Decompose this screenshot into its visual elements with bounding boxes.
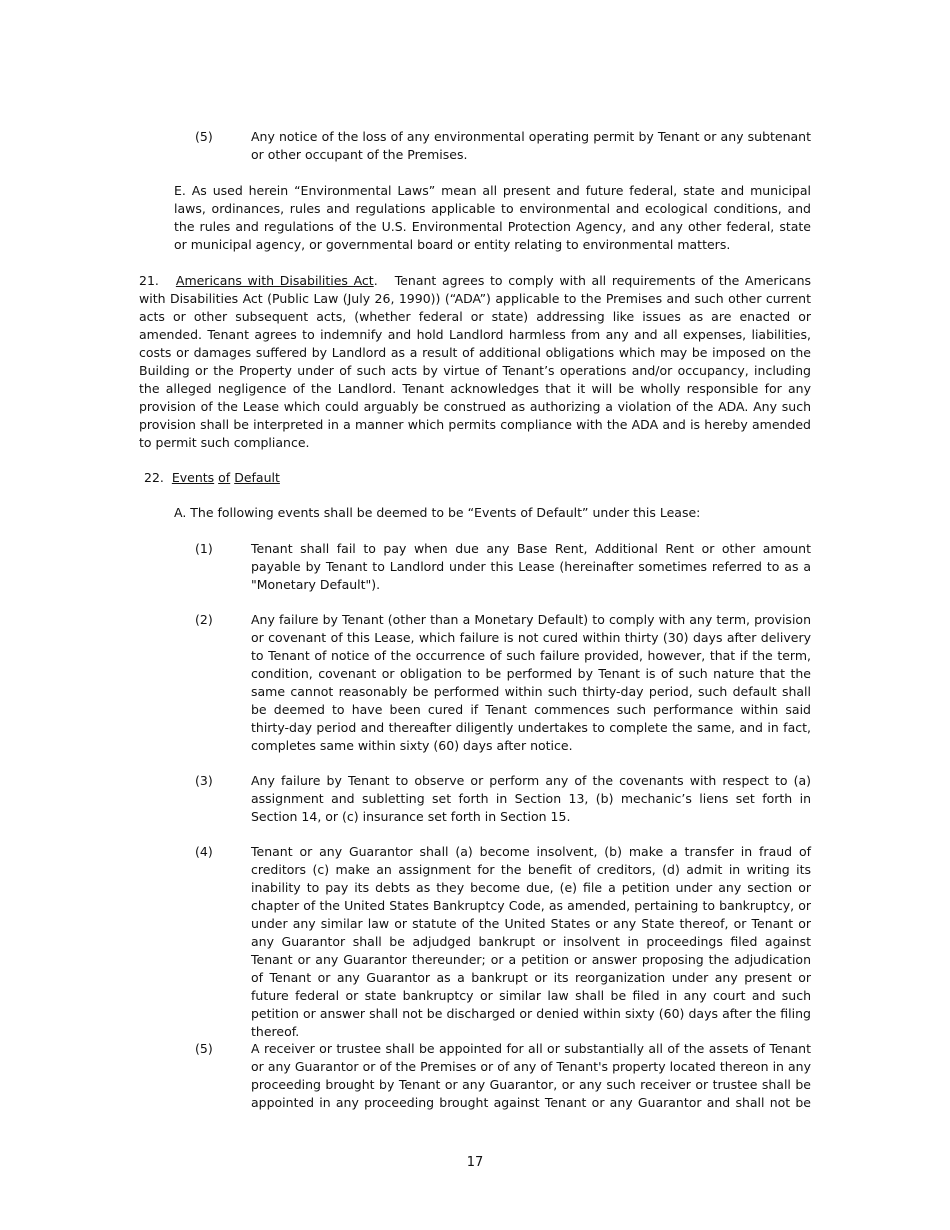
section-22-heading [144, 469, 280, 487]
list-item-number: (5) [195, 1041, 213, 1056]
page-number: 17 [466, 1155, 484, 1170]
list-item-number: (2) [195, 612, 213, 627]
section-number: 21. [139, 273, 159, 288]
heading-word: of [218, 470, 231, 485]
list-item-number: (5) [195, 129, 213, 144]
section-number: 22. [144, 470, 164, 485]
paragraph-a: A. The following events shall be deemed to be “Events of Default” under this Lease: [174, 505, 701, 520]
paragraph-e: E. As used herein “Environmental Laws” mean all present and future federal, state and municipal laws, ordinances, rules and regulations applicable to environmental and ecological conditions, and the rules and regulations of the U.S. Environmental Protection Agency, and any other federal, state or municipal agency, or governmental board or entity relating to environmental matters. [174, 183, 811, 252]
heading-word: Default [234, 470, 280, 485]
heading-word: Events [171, 470, 215, 485]
list-item-text: Tenant or any Guarantor shall (a) become insolvent, (b) make a transfer in fraud of creditors (c) make an assignment for the benefit of creditors, (d) admit in writing its inability to pay its debts as they become due, (e) file a petition under any section or chapter of the United States Bankruptcy Code, as amended, pertaining to bankruptcy, or under any similar law or statute of the United States or any State thereof, or Tenant or any Guarantor shall be adjudged bankrupt or insolvent in proceedings filed against Tenant or any Guarantor thereunder; or a petition or answer proposing the adjudication of Tenant or any Guarantor as a bankrupt or its reorganization under any present or future federal or state bankruptcy or similar law shall be filed in any court and such petition or answer shall not be discharged or denied within sixty (60) days after the filing thereof. [251, 844, 811, 1039]
list-item-number: (1) [195, 541, 213, 556]
section-heading: Americans with Disabilities Act [175, 273, 374, 288]
list-item-text: Any failure by Tenant to observe or perform any of the covenants with respect to (a) assignment and subletting set forth in Section 13, (b) mechanic’s liens set forth in Section 14, or (c) insurance set forth in Section 15. [251, 773, 811, 824]
section-body: Tenant agrees to comply with all requirements of the Americans with Disabilities Act (Public Law (July 26, 1990)) (“ADA”) applicable to the Premises and such other current acts or other subsequent acts, (whether federal or state) addressing like issues as are enacted or amended. Tenant agrees to indemnify and hold Landlord harmless from any and all expenses, liabilities, costs or damages suffered by Landlord as a result of additional obligations which may be imposed on the Building or the Property under of such acts by virtue of Tenant’s operations and/or occupancy, including the alleged negligence of the Landlord. Tenant acknowledges that it will be wholly responsible for any provision of the Lease which could arguably be construed as authorizing a violation of the ADA. Any such provision shall be interpreted in a manner which permits compliance with the ADA and is hereby amended to permit such compliance. [139, 273, 812, 450]
list-item-text: Tenant shall fail to pay when due any Base Rent, Additional Rent or other amount payable by Tenant to Landlord under this Lease (hereinafter sometimes referred to as a "Monetary Default"). [251, 541, 811, 592]
list-item-number: (3) [195, 773, 213, 788]
list-item-number: (4) [195, 844, 213, 859]
list-item-text: Any notice of the loss of any environmental operating permit by Tenant or any subtenant or other occupant of the Premises. [251, 129, 811, 162]
list-item-text: A receiver or trustee shall be appointed for all or substantially all of the assets of Tenant or any Guarantor or of the Premises or of any of Tenant's property located thereon in any proceeding brought by Tenant or any Guarantor, or any such receiver or trustee shall be appointed in any proceeding brought against Tenant or any Guarantor and shall not be [251, 1041, 811, 1110]
list-item-text: Any failure by Tenant (other than a Monetary Default) to comply with any term, provision or covenant of this Lease, which failure is not cured within thirty (30) days after delivery to Tenant of notice of the occurrence of such failure provided, however, that if the term, condition, covenant or obligation to be performed by Tenant is of such nature that the same cannot reasonably be performed within such thirty-day period, such default shall be deemed to have been cured if Tenant commences such performance within said thirty-day period and thereafter diligently undertakes to complete the same, and in fact, completes same within sixty (60) days after notice. [251, 612, 811, 753]
section-21 [139, 272, 811, 452]
section-heading-suffix: . [373, 273, 378, 288]
